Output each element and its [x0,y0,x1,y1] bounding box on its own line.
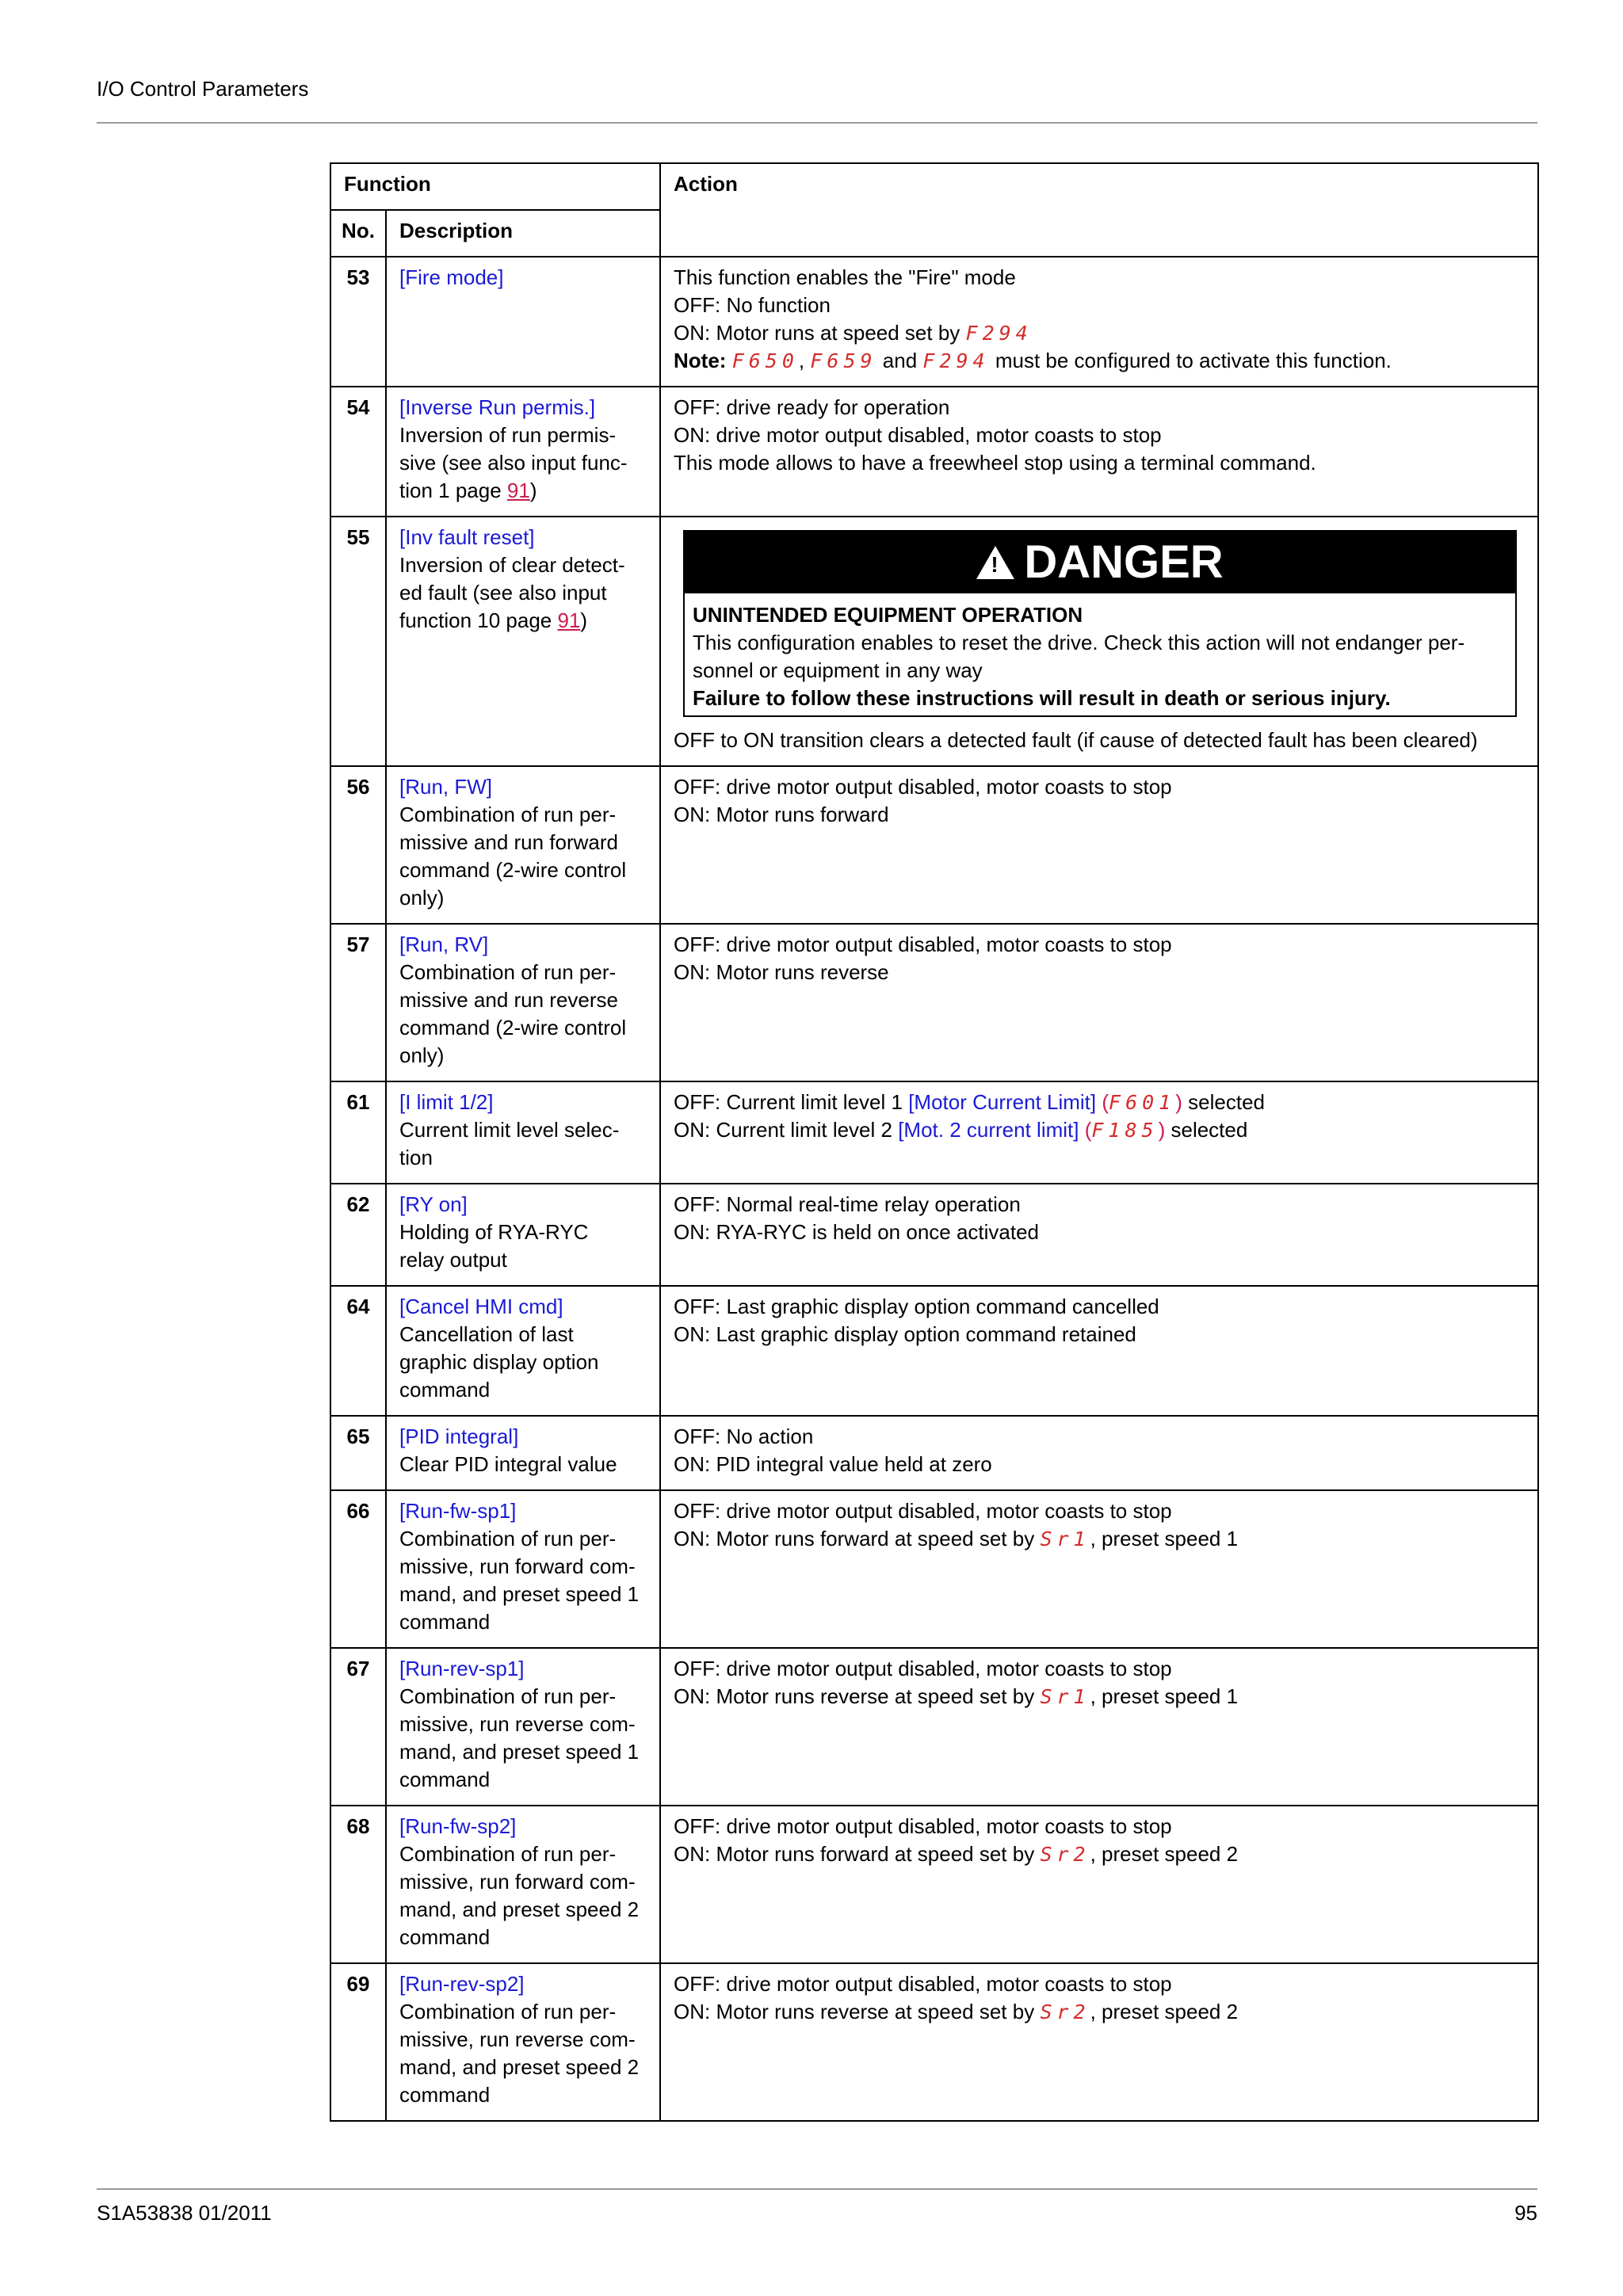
description-line [399,607,647,635]
description-line: Combination of run per- [399,960,617,984]
function-number: 57 [330,924,386,1081]
function-name-link[interactable]: [Run-rev-sp1] [399,1657,525,1680]
function-action [660,1286,1538,1416]
action-text: ON: Motor runs reverse at speed set by [674,1684,1041,1708]
description-header: Description [386,210,660,257]
description-line: Inversion of run permis- [399,423,617,447]
description-line: Combination of run per- [399,2000,617,2023]
parameter-code: F601 [1109,1091,1176,1114]
description-text: ) [580,608,588,632]
warning-triangle-icon [976,546,1014,579]
description-line: Current limit level selec- [399,1118,620,1142]
function-action [660,1081,1538,1184]
table-row [330,1490,1538,1648]
function-number: 55 [330,517,386,766]
function-description [386,766,660,924]
table-row [330,766,1538,924]
function-description [386,1286,660,1416]
description-line: Combination of run per- [399,803,617,826]
action-header: Action [660,163,1538,257]
action-line: OFF: drive ready for operation [674,395,950,419]
function-number: 67 [330,1648,386,1806]
action-line: OFF: No action [674,1425,814,1448]
action-line: This mode allows to have a freewheel stop using a terminal command. [674,451,1316,475]
description-line: mand, and preset speed 2 [399,1897,640,1921]
action-text: , preset speed 2 [1090,2000,1239,2023]
function-header: Function [330,163,660,210]
action-line [674,1116,1525,1144]
parameter-code: F294 [965,322,1033,345]
description-line [399,477,647,505]
description-line: only) [399,886,445,910]
parameter-code: Sr2 [1040,2000,1090,2023]
description-line: mand, and preset speed 2 [399,2055,640,2079]
action-line: OFF: drive motor output disabled, motor coasts to stop [674,775,1172,799]
function-number: 53 [330,257,386,387]
function-action [660,1648,1538,1806]
description-line: command (2-wire control [399,1016,627,1039]
parameter-code: Sr1 [1040,1527,1090,1550]
function-description [386,1416,660,1490]
danger-consequence: Failure to follow these instructions will result in death or serious injury. [693,686,1391,710]
function-description [386,517,660,766]
table-row [330,1806,1538,1963]
function-action [660,517,1538,766]
action-text: , preset speed 2 [1090,1842,1239,1866]
action-text: ON: Motor runs forward at speed set by [674,1527,1041,1550]
function-action [660,766,1538,924]
table-row [330,1963,1538,2121]
function-description [386,924,660,1081]
function-name-link[interactable]: [Inv fault reset] [399,525,535,549]
note-line [674,347,1525,375]
no-header: No. [330,210,386,257]
function-number: 69 [330,1963,386,2121]
running-header: I/O Control Parameters [97,77,309,101]
action-text: , preset speed 1 [1090,1527,1239,1550]
description-text: ) [529,479,537,502]
function-number: 56 [330,766,386,924]
paren: ( [1079,1118,1092,1142]
function-description [386,1184,660,1286]
note-text: must be configured to activate this function. [989,349,1392,372]
function-name-link[interactable]: [PID integral] [399,1425,519,1448]
action-line [674,1840,1525,1868]
function-action [660,257,1538,387]
parameter-code: F650 [731,349,799,372]
table-row [330,1648,1538,1806]
action-line [674,1998,1525,2026]
function-name-link[interactable]: [Run-fw-sp1] [399,1499,517,1523]
note-text: and [876,349,923,372]
description-line: command (2-wire control [399,858,627,882]
parameter-code: Sr2 [1040,1843,1090,1866]
function-name-link[interactable]: [Inverse Run permis.] [399,395,596,419]
action-line: OFF: drive motor output disabled, motor coasts to stop [674,933,1172,956]
function-description [386,1648,660,1806]
description-line: mand, and preset speed 1 [399,1740,640,1764]
function-action [660,1184,1538,1286]
function-action [660,1806,1538,1963]
action-line: ON: Motor runs reverse [674,960,889,984]
description-line: Inversion of clear detect- [399,553,625,577]
function-description [386,1081,660,1184]
action-text: OFF: Current limit level 1 [674,1090,909,1114]
function-number: 68 [330,1806,386,1963]
description-line: Combination of run per- [399,1527,617,1550]
description-line: tion [399,1146,433,1169]
description-line: graphic display option [399,1350,599,1374]
action-line: OFF: drive motor output disabled, motor coasts to stop [674,1814,1172,1838]
parameter-link[interactable]: [Mot. 2 current limit] [898,1118,1079,1142]
warning-glyph: ! [991,551,999,577]
action-line: OFF: drive motor output disabled, motor coasts to stop [674,1972,1172,1996]
danger-heading: UNINTENDED EQUIPMENT OPERATION [693,603,1083,627]
description-line: relay output [399,1248,507,1272]
table-header-row [330,163,1538,210]
description-line: Combination of run per- [399,1842,617,1866]
function-description [386,1806,660,1963]
description-line: missive and run reverse [399,988,618,1012]
danger-title: DANGER [1024,536,1224,588]
function-action [660,1416,1538,1490]
action-line [674,1525,1525,1553]
action-line [674,319,1525,347]
parameter-code: F185 [1091,1119,1159,1142]
page-reference-link[interactable]: 91 [506,479,530,502]
action-line: OFF: drive motor output disabled, motor coasts to stop [674,1499,1172,1523]
description-line: missive, run forward com- [399,1870,636,1894]
paren: ) [1175,1090,1182,1114]
table-row [330,1286,1538,1416]
note-label: Note: [674,349,732,372]
description-line: command [399,1768,491,1791]
io-parameters-table [330,162,1539,2122]
description-line: command [399,2083,491,2107]
action-line: OFF: Last graphic display option command cancelled [674,1295,1159,1318]
description-line: missive, run forward com- [399,1554,636,1578]
description-line: Clear PID integral value [399,1452,617,1476]
description-line: command [399,1378,491,1402]
footer-divider [97,2188,1537,2190]
paren: ) [1158,1118,1166,1142]
function-name-link[interactable]: [Fire mode] [399,265,504,289]
danger-text: sonnel or equipment in any way [693,658,983,682]
header-divider [97,122,1537,124]
table-row [330,1184,1538,1286]
danger-notice [683,530,1517,717]
description-line: ed fault (see also input [399,581,607,605]
parameter-link[interactable]: [Motor Current Limit] [908,1090,1097,1114]
action-line [674,1089,1525,1116]
action-text: , preset speed 1 [1090,1684,1239,1708]
table-row [330,924,1538,1081]
note-text: , [798,349,811,372]
description-line: Cancellation of last [399,1322,574,1346]
action-line: ON: PID integral value held at zero [674,1452,992,1476]
parameter-code: Sr1 [1040,1685,1090,1708]
action-text: selected [1182,1090,1265,1114]
paren: ( [1096,1090,1109,1114]
function-action [660,387,1538,517]
description-line: mand, and preset speed 1 [399,1582,640,1606]
table-row [330,387,1538,517]
table-row [330,1081,1538,1184]
action-line: OFF to ON transition clears a detected fault (if cause of detected fault has been cleared) [674,728,1478,752]
table-row [330,257,1538,387]
parameter-code: F659 [810,349,877,372]
action-text: ON: Motor runs forward at speed set by [674,1842,1041,1866]
action-line: ON: drive motor output disabled, motor coasts to stop [674,423,1162,447]
function-number: 64 [330,1286,386,1416]
function-description [386,387,660,517]
function-number: 61 [330,1081,386,1184]
description-line: sive (see also input func- [399,451,628,475]
function-name-link[interactable]: [Run, RV] [399,933,489,956]
danger-banner [685,532,1515,593]
description-line: missive, run reverse com- [399,2027,636,2051]
description-line: Combination of run per- [399,1684,617,1708]
document-reference: S1A53838 01/2011 [97,2201,272,2225]
description-text: tion 1 page [399,479,507,502]
description-text: function 10 page [399,608,558,632]
function-number: 62 [330,1184,386,1286]
function-action [660,924,1538,1081]
function-action [660,1963,1538,2121]
function-description [386,257,660,387]
function-number: 54 [330,387,386,517]
action-line [674,1683,1525,1711]
page-number: 95 [1514,2201,1537,2225]
action-line: This function enables the "Fire" mode [674,265,1016,289]
function-name-link[interactable]: [Run, FW] [399,775,493,799]
action-line: OFF: drive motor output disabled, motor coasts to stop [674,1657,1172,1680]
description-line: missive and run forward [399,830,618,854]
page-reference-link[interactable]: 91 [557,608,581,632]
danger-body [685,593,1515,715]
action-line: OFF: No function [674,293,831,317]
action-text: ON: Motor runs at speed set by [674,321,966,345]
function-number: 65 [330,1416,386,1490]
function-name-link[interactable]: [Run-rev-sp2] [399,1972,525,1996]
function-name-link[interactable]: [Cancel HMI cmd] [399,1295,563,1318]
action-line: ON: Last graphic display option command retained [674,1322,1136,1346]
action-line: ON: RYA-RYC is held on once activated [674,1220,1040,1244]
description-line: missive, run reverse com- [399,1712,636,1736]
parameter-code: F294 [922,349,990,372]
action-text: ON: Current limit level 2 [674,1118,899,1142]
action-text: ON: Motor runs reverse at speed set by [674,2000,1041,2023]
function-description [386,1963,660,2121]
action-line: OFF: Normal real-time relay operation [674,1192,1021,1216]
function-number: 66 [330,1490,386,1648]
action-text: selected [1165,1118,1248,1142]
table-row [330,517,1538,766]
description-line: Holding of RYA-RYC [399,1220,589,1244]
description-line: command [399,1610,491,1634]
action-line: ON: Motor runs forward [674,803,889,826]
function-name-link[interactable]: [I limit 1/2] [399,1090,494,1114]
description-line: only) [399,1043,445,1067]
function-action [660,1490,1538,1648]
table-row [330,1416,1538,1490]
function-name-link[interactable]: [Run-fw-sp2] [399,1814,517,1838]
description-line: command [399,1925,491,1949]
function-description [386,1490,660,1648]
function-name-link[interactable]: [RY on] [399,1192,468,1216]
danger-text: This configuration enables to reset the drive. Check this action will not endanger per- [693,631,1465,654]
